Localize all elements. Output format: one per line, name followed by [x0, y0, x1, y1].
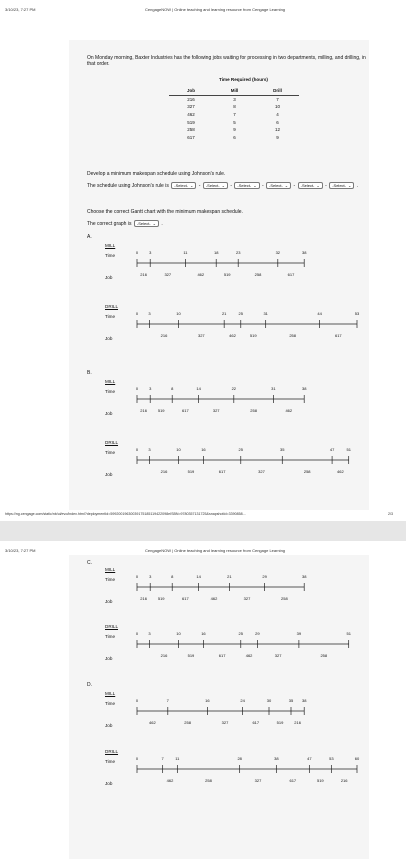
tick-label: 47	[307, 756, 312, 761]
cell-drill: 6	[276, 119, 279, 125]
tick-label: 14	[196, 386, 201, 391]
job-label: 216	[140, 272, 147, 277]
col-mill-header: Mill	[213, 87, 256, 95]
tick-label: 53	[329, 756, 334, 761]
job-label: 519	[187, 469, 195, 474]
table-row	[169, 95, 299, 103]
option-d-mill-job-label: Job	[105, 723, 113, 728]
job-label: 327	[243, 596, 251, 601]
tick-label: 51	[346, 447, 351, 452]
tick-label: 32	[275, 250, 281, 255]
pdf-page-2	[0, 541, 406, 859]
tick-label: 3	[149, 386, 152, 391]
option-d-mill-time-label: Time	[105, 701, 116, 706]
job-label: 327	[254, 778, 262, 783]
tick-label: 11	[175, 756, 180, 761]
job-label: 462	[229, 333, 236, 338]
schedule-select-6[interactable]: -Select- ⌄	[329, 182, 354, 189]
cell-job: 258	[187, 127, 195, 133]
tick-label: 31	[271, 386, 276, 391]
schedule-prompt: The schedule using Johnson's rule is	[87, 183, 169, 189]
option-a-drill-job-label: Job	[105, 336, 113, 341]
cell-job: 519	[187, 119, 195, 125]
job-label: 327	[197, 333, 205, 338]
tick-label: 23	[235, 250, 241, 255]
tick-label: 38	[301, 574, 307, 579]
tick-label: 0	[135, 250, 139, 255]
job-label: 216	[294, 720, 301, 725]
tick-label: 10	[176, 447, 181, 452]
option-a-drill-time-label: Time	[105, 314, 116, 319]
schedule-sentence: The schedule using Johnson's rule is -Select- ⌄ - -Select- ⌄ - -Select- ⌄ - -Select- ⌄ - -Select- ⌄ - -Select- ⌄ .	[87, 183, 359, 189]
cell-mill: 3	[233, 96, 236, 102]
tick-label: 51	[346, 631, 351, 636]
tick-label: 21	[221, 311, 227, 316]
schedule-select-5[interactable]: -Select- ⌄	[298, 182, 323, 189]
chevron-down-icon: ⌄	[284, 183, 289, 189]
graph-select[interactable]: -Select- ⌄	[134, 220, 159, 227]
tick-label: 3	[148, 311, 151, 316]
print-timestamp: 3/10/23, 7:27 PM	[5, 7, 36, 12]
table-row	[169, 103, 299, 111]
graph-prompt: The correct graph is	[87, 221, 132, 227]
job-label: 327	[274, 653, 282, 658]
chevron-down-icon: ⌄	[347, 183, 352, 189]
cell-drill: 7	[276, 96, 279, 102]
job-label: 617	[182, 408, 189, 413]
option-b-mill-time-label: Time	[105, 389, 116, 394]
print-site-title: CengageNOW | Online teaching and learning resource from Cengage Learning	[145, 548, 286, 553]
job-label: 258	[281, 596, 288, 601]
job-label: 519	[157, 596, 165, 601]
chevron-down-icon: ⌄	[152, 221, 156, 227]
tick-label: 38	[301, 386, 307, 391]
tick-label: 0	[135, 698, 139, 703]
tick-label: 10	[176, 311, 181, 316]
tick-label: 0	[135, 756, 139, 761]
option-c-mill-label: MILL	[105, 567, 116, 572]
option-d-drill-label: DRILL	[105, 749, 119, 754]
chevron-down-icon: ⌄	[316, 183, 320, 189]
option-b-mill-job-label: Job	[105, 411, 113, 416]
job-label: 258	[250, 408, 257, 413]
option-b-drill-timeline	[119, 447, 369, 477]
question-panel-continued	[69, 555, 369, 859]
job-label: 519	[187, 653, 195, 658]
tick-label: 38	[301, 250, 307, 255]
job-label: 617	[218, 469, 226, 474]
tick-label: 30	[266, 698, 272, 703]
job-label: 258	[184, 720, 191, 725]
print-site-title: CengageNOW | Online teaching and learning resource from Cengage Learning	[145, 7, 286, 12]
job-label: 462	[197, 272, 205, 277]
table-row	[169, 111, 299, 119]
job-time-table	[169, 87, 299, 141]
tick-label: 3	[149, 250, 152, 255]
schedule-select-4[interactable]: -Select- ⌄	[266, 182, 291, 189]
job-label: 258	[303, 469, 311, 474]
tick-label: 16	[201, 447, 206, 452]
tick-label: 0	[135, 574, 139, 579]
tick-label: 22	[231, 386, 237, 391]
option-a-mill-timeline	[119, 250, 369, 280]
cell-mill: 7	[233, 112, 236, 118]
chevron-down-icon: ⌄	[221, 183, 225, 189]
job-label: 258	[320, 653, 328, 658]
table-row	[169, 126, 299, 134]
tick-label: 7	[166, 698, 169, 703]
tick-label: 24	[240, 698, 245, 703]
tick-label: 44	[317, 311, 322, 316]
option-a-drill-timeline	[119, 311, 369, 341]
tick-label: 28	[237, 756, 242, 761]
tick-label: 39	[296, 631, 302, 636]
option-c-drill-timeline	[119, 631, 369, 661]
tick-label: 38	[274, 756, 279, 761]
job-label: 519	[276, 720, 284, 725]
job-label: 462	[210, 596, 218, 601]
job-label: 327	[212, 408, 220, 413]
option-b-mill-timeline	[119, 386, 369, 416]
tick-label: 16	[205, 698, 210, 703]
tick-label: 3	[148, 631, 151, 636]
tick-label: 29	[255, 631, 260, 636]
print-page-number: 2/3	[388, 512, 393, 516]
option-b-drill-time-label: Time	[105, 450, 116, 455]
option-a-mill-time-label: Time	[105, 253, 116, 258]
cell-drill: 12	[274, 127, 280, 133]
tick-label: 11	[183, 250, 188, 255]
job-label: 617	[252, 720, 260, 725]
tick-label: 38	[301, 698, 307, 703]
tick-label: 0	[135, 447, 139, 452]
option-c-drill-time-label: Time	[105, 634, 116, 639]
option-d-mill-label: MILL	[105, 691, 116, 696]
option-b-mill-label: MILL	[105, 379, 116, 384]
option-a-letter: A.	[87, 234, 92, 240]
gantt-instruction: Choose the correct Gantt chart with the minimum makespan schedule.	[87, 209, 243, 215]
tick-label: 29	[262, 574, 267, 579]
option-b-drill-job-label: Job	[105, 472, 113, 477]
tick-label: 35	[288, 698, 294, 703]
tick-label: 7	[161, 756, 164, 761]
cell-mill: 5	[233, 119, 236, 125]
tick-label: 3	[148, 447, 151, 452]
job-label: 617	[218, 653, 226, 658]
cell-job: 216	[187, 96, 195, 102]
tick-label: 53	[354, 311, 360, 316]
tick-label: 10	[176, 631, 181, 636]
col-job-header: Job	[169, 87, 213, 95]
cell-drill: 4	[276, 112, 279, 118]
tick-label: 14	[196, 574, 201, 579]
table-row	[169, 134, 299, 142]
option-c-drill-label: DRILL	[105, 624, 119, 629]
tick-label: 0	[135, 386, 139, 391]
job-label: 462	[285, 408, 293, 413]
job-label: 216	[160, 469, 168, 474]
job-label: 258	[289, 333, 297, 338]
question-panel	[69, 40, 369, 510]
tick-label: 35	[280, 447, 285, 452]
job-label: 519	[316, 778, 324, 783]
tick-label: 0	[135, 631, 139, 636]
option-d-mill-timeline	[119, 698, 369, 728]
option-c-mill-job-label: Job	[105, 599, 113, 604]
job-label: 216	[140, 408, 147, 413]
print-url: https://ng.cengage.com/static/nb/ui/evo/index.html?deploymentId=59920019630039175185119422098eISBN=9780357131725&snapshotId=3390858...	[5, 512, 246, 516]
job-label: 327	[258, 469, 265, 474]
job-label: 519	[223, 272, 231, 277]
chevron-down-icon: ⌄	[253, 183, 257, 189]
job-label: 462	[245, 653, 253, 658]
tick-label: 21	[227, 574, 232, 579]
cell-job: 327	[187, 104, 195, 110]
option-c-drill-job-label: Job	[105, 656, 113, 661]
tick-label: 16	[201, 631, 206, 636]
option-d-drill-job-label: Job	[105, 781, 113, 786]
tick-label: 25	[238, 311, 244, 316]
tick-label: 3	[149, 574, 152, 579]
cell-job: 462	[187, 112, 195, 118]
job-label: 258	[254, 272, 262, 277]
option-d-drill-timeline	[119, 756, 369, 786]
schedule-select-3[interactable]: -Select- ⌄	[234, 182, 259, 189]
option-a-mill-job-label: Job	[105, 275, 113, 280]
job-label: 462	[149, 720, 156, 725]
option-b-letter: B.	[87, 370, 92, 376]
option-c-letter: C.	[87, 560, 92, 566]
tick-label: 25	[238, 447, 244, 452]
tick-label: 0	[135, 311, 139, 316]
job-label: 617	[287, 272, 295, 277]
instruction-text: Develop a minimum makespan schedule using Johnson's rule.	[87, 171, 226, 177]
job-label: 462	[337, 469, 344, 474]
option-c-mill-time-label: Time	[105, 577, 116, 582]
cell-drill: 10	[274, 104, 280, 110]
tick-label: 47	[329, 447, 335, 452]
table-caption: Time Required (hours)	[219, 77, 268, 82]
schedule-select-2[interactable]: -Select- ⌄	[203, 182, 228, 189]
option-d-letter: D.	[87, 682, 92, 688]
tick-label: 25	[238, 631, 244, 636]
job-label: 327	[164, 272, 172, 277]
tick-label: 8	[171, 386, 174, 391]
table-row	[169, 118, 299, 126]
chevron-down-icon: ⌄	[190, 183, 194, 189]
print-timestamp: 3/10/23, 7:27 PM	[5, 548, 36, 553]
job-label: 216	[140, 596, 147, 601]
cell-mill: 6	[233, 134, 236, 140]
job-label: 216	[160, 653, 168, 658]
job-label: 617	[334, 333, 342, 338]
option-a-drill-label: DRILL	[105, 304, 119, 309]
cell-drill: 9	[276, 134, 279, 140]
cell-mill: 8	[233, 104, 236, 110]
cell-mill: 9	[233, 127, 236, 133]
job-label: 617	[289, 778, 297, 783]
job-label: 462	[166, 778, 174, 783]
option-a-mill-label: MILL	[105, 243, 116, 248]
job-label: 216	[340, 778, 348, 783]
option-c-mill-timeline	[119, 574, 369, 604]
tick-label: 18	[213, 250, 219, 255]
schedule-select-1[interactable]: -Select- ⌄	[171, 182, 196, 189]
job-label: 519	[249, 333, 257, 338]
tick-label: 8	[171, 574, 174, 579]
job-label: 216	[160, 333, 168, 338]
job-label: 617	[182, 596, 189, 601]
option-d-drill-time-label: Time	[105, 759, 116, 764]
job-label: 519	[157, 408, 165, 413]
option-b-drill-label: DRILL	[105, 440, 119, 445]
tick-label: 60	[354, 756, 360, 761]
col-drill-header: Drill	[256, 87, 299, 95]
graph-sentence: The correct graph is -Select- ⌄ .	[87, 221, 163, 227]
cell-job: 617	[187, 134, 195, 140]
tick-label: 31	[263, 311, 268, 316]
job-label: 327	[221, 720, 229, 725]
problem-intro: On Monday morning, Baxter Industries has the following jobs waiting for processing in two departments, milling, and drilling, in that order.	[87, 55, 366, 67]
job-label: 258	[205, 778, 212, 783]
